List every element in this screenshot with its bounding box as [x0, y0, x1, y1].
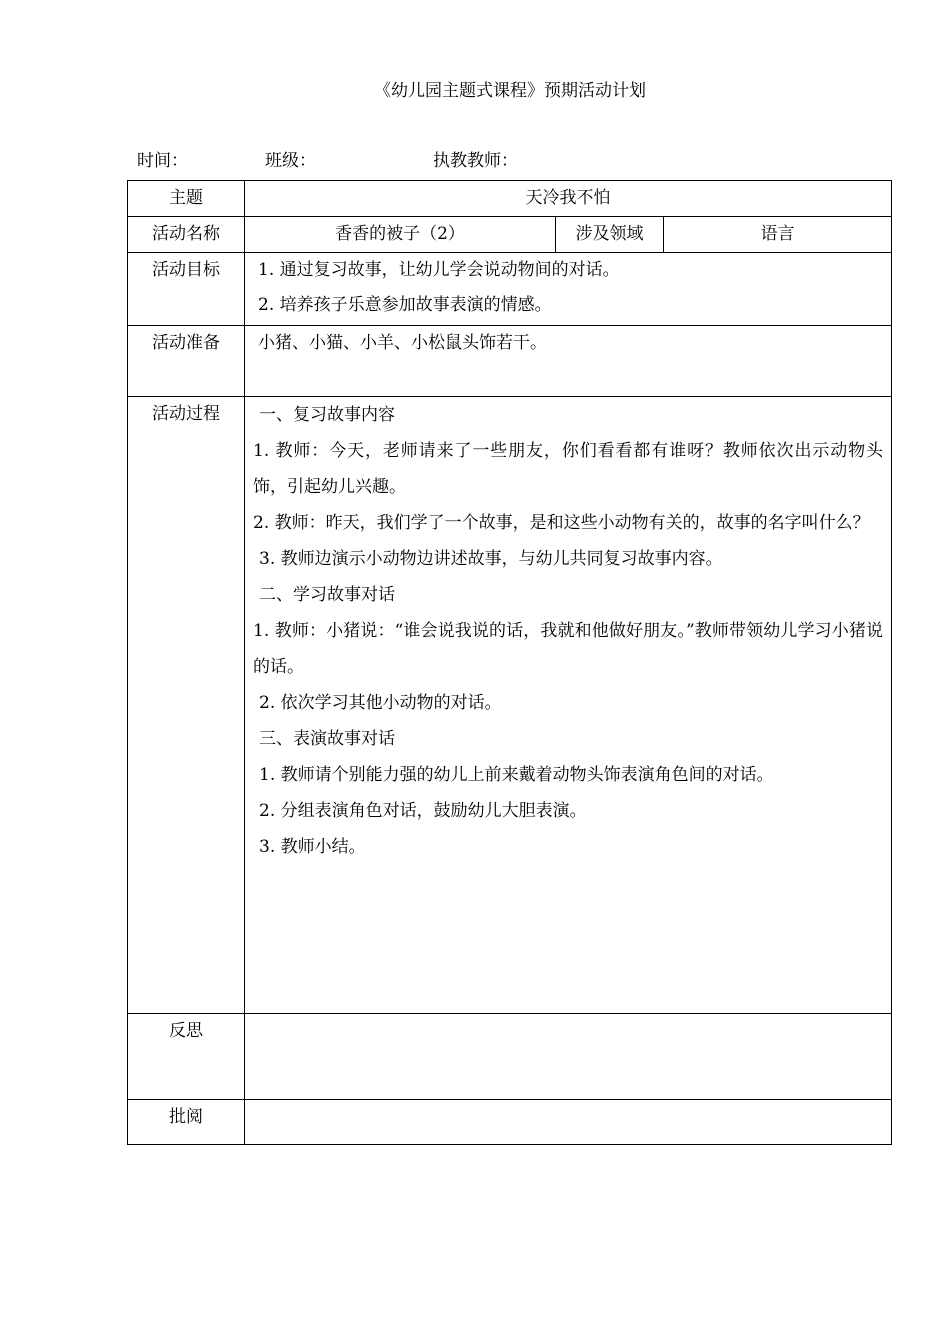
section-heading: 一、复习故事内容 — [259, 405, 395, 425]
reflection-row — [128, 1014, 892, 1100]
process-step: 1. 教师：小猪说：“谁会说我说的话，我就和他做好朋友。”教师带领幼儿学习小猪说的话。 — [253, 621, 884, 677]
theme-row — [128, 181, 892, 217]
process-step: 2. 依次学习其他小动物的对话。 — [259, 693, 502, 713]
theme-value: 天冷我不怕 — [245, 181, 892, 217]
goals-row — [128, 253, 892, 326]
review-row — [128, 1100, 892, 1145]
activity-plan-table — [127, 180, 892, 1145]
process-step: 1. 教师请个别能力强的幼儿上前来戴着动物头饰表演角色间的对话。 — [259, 765, 774, 785]
process-step: 2. 分组表演角色对话，鼓励幼儿大胆表演。 — [259, 801, 587, 821]
activity-name-row — [128, 217, 892, 253]
process-row — [128, 397, 892, 1014]
domain-label: 涉及领域 — [556, 217, 664, 253]
activity-name-label: 活动名称 — [128, 217, 245, 253]
teacher-label: 执教教师： — [433, 151, 518, 171]
goals-cell — [245, 253, 892, 326]
section-heading: 三、表演故事对话 — [259, 729, 395, 749]
prep-cell — [245, 326, 892, 397]
process-label: 活动过程 — [128, 397, 245, 1014]
reflection-label: 反思 — [128, 1014, 245, 1100]
review-cell — [245, 1100, 892, 1145]
prep-value: 小猪、小猫、小羊、小松鼠头饰若干。 — [258, 333, 547, 353]
prep-row — [128, 326, 892, 397]
activity-name-value: 香香的被子（2） — [245, 217, 556, 253]
prep-label: 活动准备 — [128, 326, 245, 397]
process-step: 3. 教师小结。 — [259, 837, 366, 857]
review-label: 批阅 — [128, 1100, 245, 1145]
goals-label: 活动目标 — [128, 253, 245, 326]
process-step: 2. 教师：昨天，我们学了一个故事，是和这些小动物有关的，故事的名字叫什么？ — [253, 513, 870, 533]
time-label: 时间： — [137, 151, 188, 171]
process-step: 3. 教师边演示小动物边讲述故事，与幼儿共同复习故事内容。 — [259, 549, 723, 569]
reflection-cell — [245, 1014, 892, 1100]
theme-label: 主题 — [128, 181, 245, 217]
goal-item: 1. 通过复习故事，让幼儿学会说动物间的对话。 — [258, 260, 620, 280]
process-step: 1. 教师：今天，老师请来了一些朋友，你们看看都有谁呀？教师依次出示动物头饰，引起幼儿兴趣。 — [253, 441, 884, 497]
domain-value: 语言 — [664, 217, 892, 253]
process-cell — [245, 397, 892, 1014]
goal-item: 2. 培养孩子乐意参加故事表演的情感。 — [258, 295, 552, 315]
section-heading: 二、学习故事对话 — [259, 585, 395, 605]
class-label: 班级： — [265, 151, 316, 171]
document-title: 《幼儿园主题式课程》预期活动计划 — [374, 81, 646, 101]
